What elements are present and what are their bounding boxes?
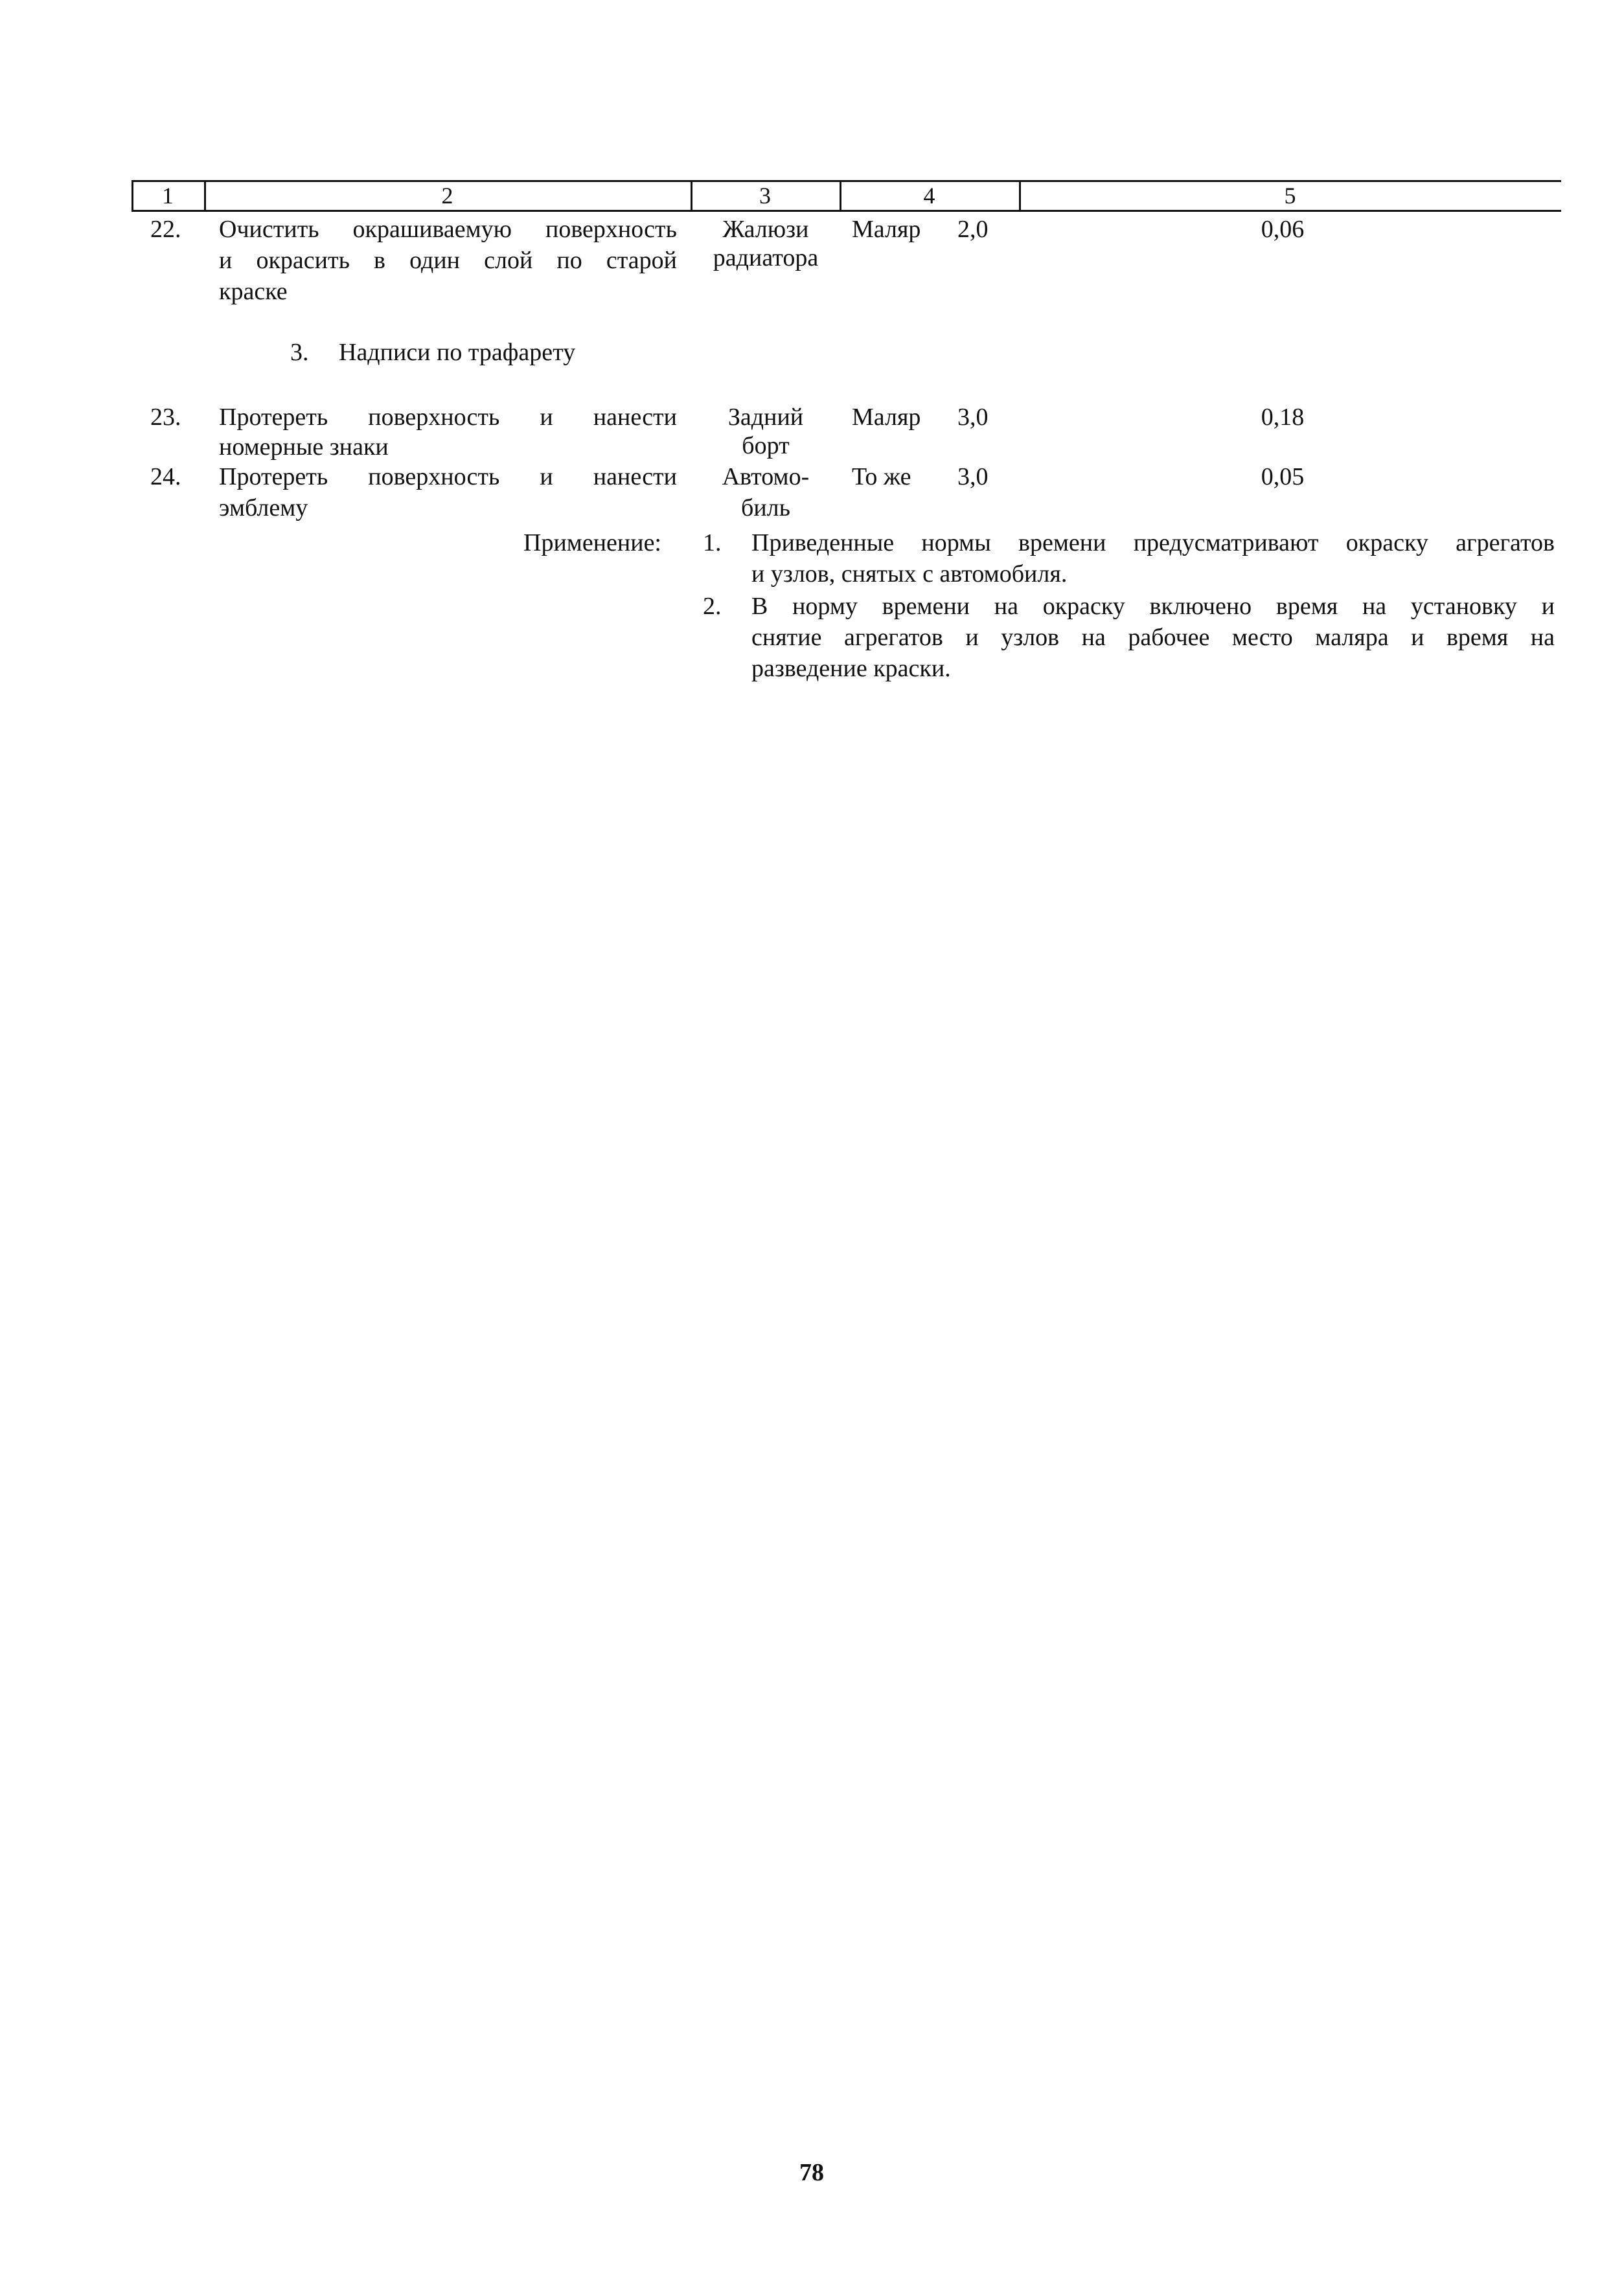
page-number: 78 [799,2159,824,2186]
row-description-line: Протереть поверхность и нанести [219,463,677,490]
header-col-2: 2 [441,183,453,209]
row-object: Задний [727,404,804,431]
row-description-line: Очистить окрашиваемую поверхность [219,216,677,243]
note-line: разведение краски. [751,655,951,682]
row-object: борт [742,432,790,459]
row-description-line: и окрасить в один слой по старой [219,247,677,274]
header-col-5: 5 [1284,183,1296,209]
row-number: 24. [150,463,181,490]
note-line: и узлов, снятых с автомобиля. [751,560,1068,588]
row-number: 23. [150,404,181,431]
row-grade: 2,0 [957,216,989,243]
row-grade: 3,0 [957,404,989,431]
notes-label: Применение: [523,529,661,556]
header-bottom-rule [132,210,1561,212]
row-number: 22. [150,216,181,243]
note-line: Приведенные нормы времени предусматривают окраску агрегатов [751,529,1555,556]
row-worker: Маляр [852,404,921,431]
row-description-line: эмблему [219,494,308,521]
row-norm: 0,06 [1261,216,1305,243]
header-col-1: 1 [162,183,174,209]
row-object: Автомо- [722,463,810,490]
row-object: Жалюзи [722,216,809,243]
row-object: биль [741,494,790,521]
row-worker: Маляр [852,216,921,243]
row-norm: 0,18 [1261,404,1305,431]
header-col-3: 3 [759,183,771,209]
row-description-line: номерные знаки [219,433,389,461]
section-number: 3. [290,339,309,366]
row-object: радиатора [713,244,819,271]
row-worker: То же [852,463,911,490]
row-description-line: Протереть поверхность и нанести [219,404,677,431]
note-line: В норму времени на окраску включено время на установку и [751,593,1555,620]
column-header-row [132,180,1561,212]
header-col-4: 4 [923,183,935,209]
note-number: 2. [703,593,722,620]
section-title: Надписи по трафарету [339,339,576,366]
row-norm: 0,05 [1261,463,1305,490]
row-description-line: краске [219,278,288,305]
note-number: 1. [703,529,722,556]
row-grade: 3,0 [957,463,989,490]
note-line: снятие агрегатов и узлов на рабочее место маляра и время на [751,624,1555,651]
